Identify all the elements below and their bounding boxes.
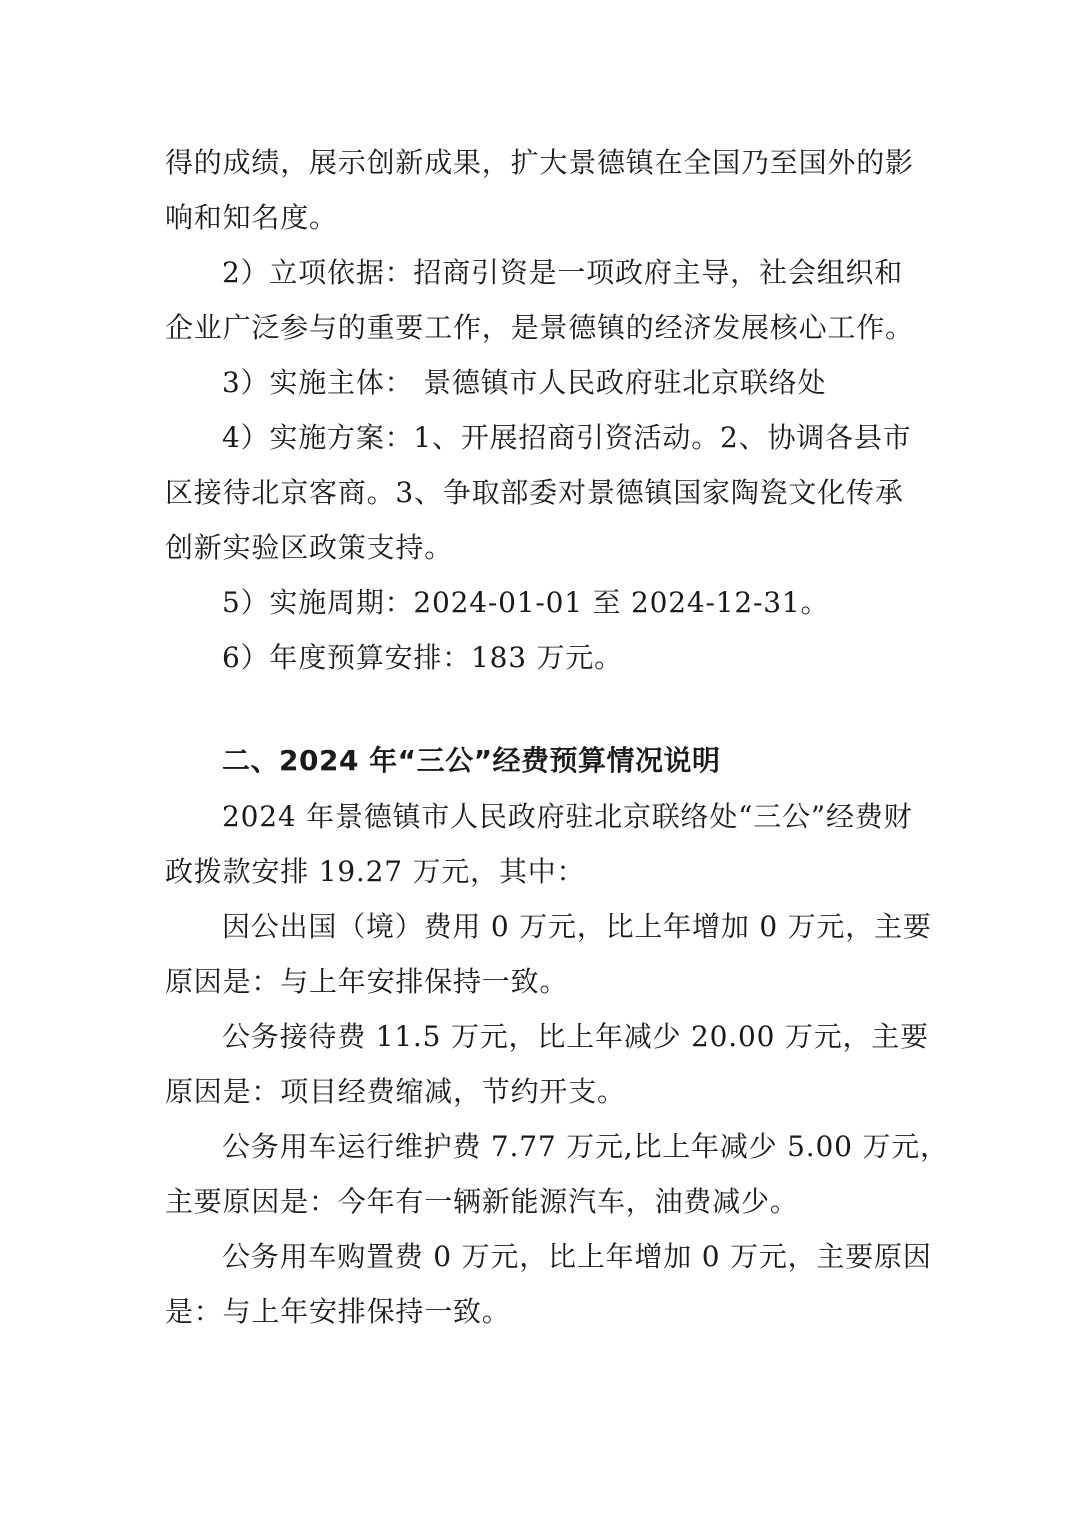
- paragraph-4-line-2: 区接待北京客商。3、争取部委对景德镇国家陶瓷文化传承: [165, 476, 904, 509]
- paragraph-4-line-1: 4）实施方案：1、开展招商引资活动。2、协调各县市: [222, 421, 912, 454]
- section-paragraph-3-line-1: 公务接待费 11.5 万元，比上年减少 20.00 万元，主要: [222, 1020, 929, 1053]
- paragraph-1-line-2: 响和知名度。: [165, 201, 338, 234]
- section-paragraph-5-line-1: 公务用车购置费 0 万元，比上年增加 0 万元，主要原因: [222, 1240, 932, 1273]
- paragraph-3-line-1: 3）实施主体： 景德镇市人民政府驻北京联络处: [222, 366, 827, 399]
- section-paragraph-2-line-1: 因公出国（境）费用 0 万元，比上年增加 0 万元，主要: [222, 910, 932, 943]
- section-paragraph-3-line-2: 原因是：项目经费缩减，节约开支。: [165, 1075, 626, 1108]
- section-heading: 二、2024 年“三公”经费预算情况说明: [222, 744, 721, 777]
- paragraph-1-line-1: 得的成绩，展示创新成果，扩大景德镇在全国乃至国外的影: [165, 146, 914, 179]
- paragraph-6-line-1: 6）年度预算安排：183 万元。: [222, 641, 623, 674]
- section-paragraph-4-line-1: 公务用车运行维护费 7.77 万元,比上年减少 5.00 万元，: [222, 1130, 949, 1163]
- paragraph-2-line-2: 企业广泛参与的重要工作，是景德镇的经济发展核心工作。: [165, 311, 914, 344]
- section-paragraph-1-line-1: 2024 年景德镇市人民政府驻北京联络处“三公”经费财: [222, 800, 913, 833]
- section-paragraph-2-line-2: 原因是：与上年安排保持一致。: [165, 965, 569, 998]
- section-paragraph-5-line-2: 是：与上年安排保持一致。: [165, 1295, 511, 1328]
- section-paragraph-4-line-2: 主要原因是：今年有一辆新能源汽车，油费减少。: [165, 1185, 799, 1218]
- paragraph-4-line-3: 创新实验区政策支持。: [165, 531, 454, 564]
- section-paragraph-1-line-2: 政拨款安排 19.27 万元，其中：: [165, 855, 586, 888]
- paragraph-5-line-1: 5）实施周期：2024-01-01 至 2024-12-31。: [222, 586, 830, 619]
- paragraph-2-line-1: 2）立项依据：招商引资是一项政府主导，社会组织和: [222, 256, 904, 289]
